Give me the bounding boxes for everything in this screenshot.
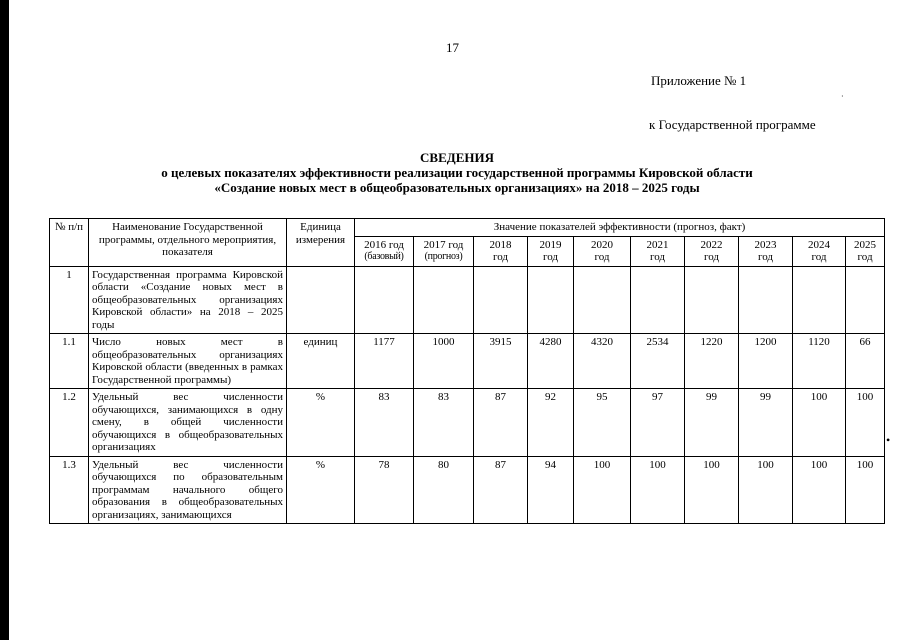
header-unit: Единица измерения (287, 219, 355, 267)
header-year-note: год (703, 251, 720, 263)
header-year-note: год (594, 251, 610, 263)
header-year-note: год (542, 251, 559, 263)
header-year-label: 2016 год (364, 238, 404, 251)
title-line-2: о целевых показателях эффективности реализации государственной программы Кировской области (161, 165, 753, 180)
row-name: Удельный вес численности обучающихся по образовательным программам начального общего образования в общеобразовательных организациях, занимающихся (89, 456, 287, 524)
header-year-label: 2019 (539, 238, 562, 251)
row-number: 1.2 (50, 389, 89, 457)
header-year-note: год (492, 251, 509, 263)
row-value: 80 (414, 456, 474, 524)
row-value: 87 (474, 389, 528, 457)
header-year (846, 236, 885, 266)
header-year-note: (прогноз) (424, 251, 463, 262)
row-value (574, 266, 631, 334)
row-unit (287, 266, 355, 334)
row-value: 100 (739, 456, 793, 524)
table-row (50, 389, 885, 457)
indicators-table (49, 218, 885, 524)
table-row (50, 266, 885, 334)
row-value (355, 266, 414, 334)
header-year (685, 236, 739, 266)
table-header-row (50, 219, 885, 237)
table-row (50, 456, 885, 524)
header-year-note: год (857, 251, 873, 263)
header-year-label: 2024 (808, 238, 830, 251)
row-value (793, 266, 846, 334)
row-number: 1 (50, 266, 89, 334)
header-year-label: 2023 (754, 238, 777, 251)
row-value: 3915 (474, 334, 528, 389)
row-value: 83 (355, 389, 414, 457)
row-value (631, 266, 685, 334)
row-value: 99 (739, 389, 793, 457)
row-value: 100 (685, 456, 739, 524)
row-value: 100 (846, 456, 885, 524)
row-value (474, 266, 528, 334)
appendix-sublabel: к Государственной программе (649, 117, 816, 132)
header-year (574, 236, 631, 266)
row-value (685, 266, 739, 334)
header-year-label: 2017 год (423, 238, 464, 251)
header-values-group: Значение показателей эффективности (прогноз, факт) (355, 219, 885, 237)
header-year-label: 2021 (646, 238, 669, 251)
row-value: 1177 (355, 334, 414, 389)
header-year-note: год (757, 251, 774, 263)
row-value: 2534 (631, 334, 685, 389)
row-unit: единиц (287, 334, 355, 389)
row-unit: % (287, 456, 355, 524)
header-year-label: 2025 (854, 238, 877, 251)
row-value: 78 (355, 456, 414, 524)
row-value: 83 (414, 389, 474, 457)
row-value: 1200 (739, 334, 793, 389)
header-year (631, 236, 685, 266)
title-line-3: «Создание новых мест в общеобразовательных организациях» на 2018 – 2025 годы (214, 180, 700, 195)
row-value (414, 266, 474, 334)
appendix-label: Приложение № 1 (651, 73, 747, 88)
row-value: 92 (528, 389, 574, 457)
row-value: 100 (793, 456, 846, 524)
scan-edge (0, 0, 9, 640)
header-year-note: год (811, 251, 827, 263)
header-year (528, 236, 574, 266)
row-value: 1120 (793, 334, 846, 389)
row-value: 4320 (574, 334, 631, 389)
header-name: Наименование Государственной программы, отдельного мероприятия, показателя (89, 219, 287, 267)
row-value: 97 (631, 389, 685, 457)
scan-mark: · (841, 92, 844, 101)
header-year (474, 236, 528, 266)
header-year-label: 2018 (489, 238, 512, 251)
header-year-label: 2020 (591, 238, 613, 251)
row-value (846, 266, 885, 334)
row-value: 95 (574, 389, 631, 457)
header-year (355, 236, 414, 266)
row-number: 1.1 (50, 334, 89, 389)
row-number: 1.3 (50, 456, 89, 524)
page-number: 17 (446, 40, 459, 55)
row-value (739, 266, 793, 334)
row-value: 100 (574, 456, 631, 524)
table-row (50, 334, 885, 389)
row-value: 66 (846, 334, 885, 389)
header-year-note: год (649, 251, 666, 263)
header-num: № п/п (50, 219, 89, 267)
row-value: 4280 (528, 334, 574, 389)
header-year-label: 2022 (700, 238, 723, 251)
title-line-1: СВЕДЕНИЯ (420, 150, 494, 165)
row-value: 1220 (685, 334, 739, 389)
row-name: Государственная программа Кировской области «Создание новых мест в общеобразовательных организациях Кировской области» на 2018 – 2025 годы (89, 266, 287, 334)
row-value: 99 (685, 389, 739, 457)
header-year (739, 236, 793, 266)
table-body (50, 266, 885, 524)
row-value: 100 (793, 389, 846, 457)
row-name: Число новых мест в общеобразовательных организациях Кировской области (введенных в рамках Государственной программы) (89, 334, 287, 389)
row-value: 100 (846, 389, 885, 457)
scan-mark: • (886, 433, 891, 447)
row-name: Удельный вес численности обучающихся, занимающихся в одну смену, в общей численности обучающихся в общеобразовательных организациях (89, 389, 287, 457)
row-value: 87 (474, 456, 528, 524)
row-value: 100 (631, 456, 685, 524)
document-title (0, 150, 905, 195)
row-unit: % (287, 389, 355, 457)
row-value: 94 (528, 456, 574, 524)
row-value (528, 266, 574, 334)
header-year (793, 236, 846, 266)
row-value: 1000 (414, 334, 474, 389)
header-year-note: (базовый) (364, 251, 404, 262)
header-year (414, 236, 474, 266)
